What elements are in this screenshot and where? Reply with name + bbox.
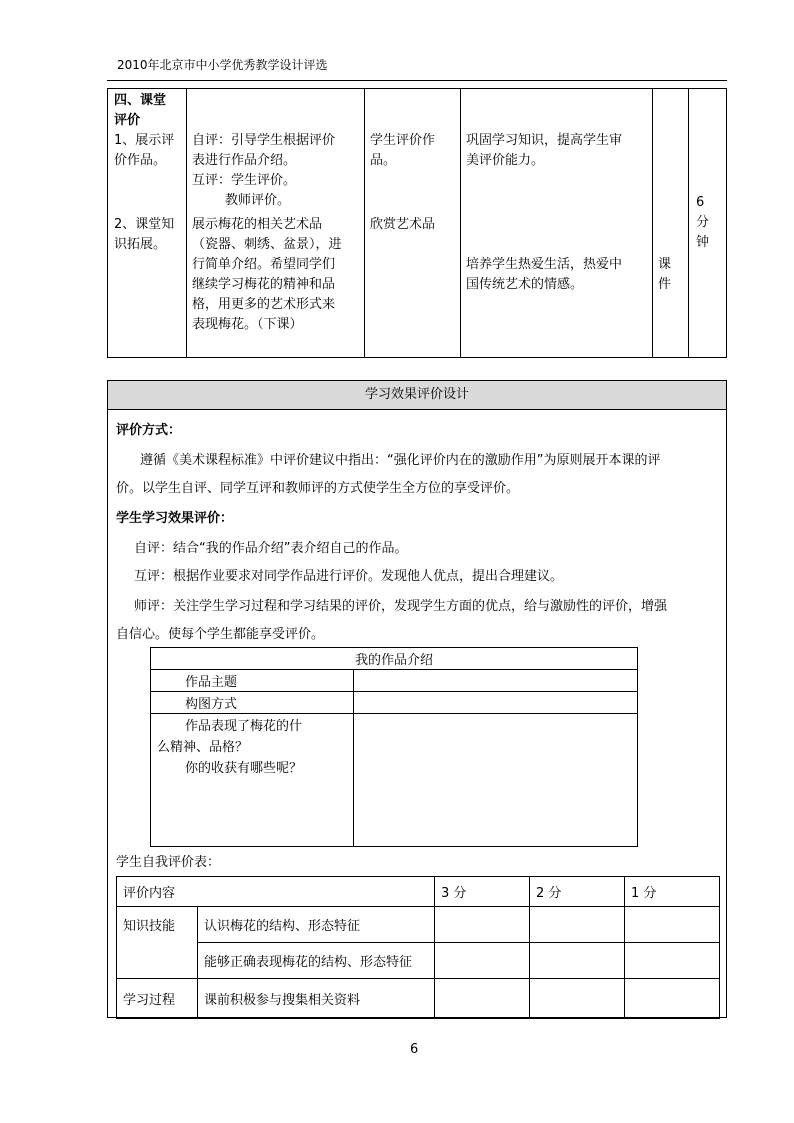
header-rule <box>107 80 727 81</box>
spirit-question-line2: 么精神、品格？ <box>157 740 249 755</box>
score2-header: 2 分 <box>530 877 625 907</box>
work-theme-value[interactable] <box>354 670 638 692</box>
self-eval-text: 自评：结合“我的作品介绍”表介绍自己的作品。 <box>134 541 408 556</box>
group-knowledge: 知识技能 <box>117 907 198 979</box>
composition-value[interactable] <box>354 692 638 714</box>
item1-goal: 巩固学习知识，提高学生审 美评价能力。 <box>466 133 623 168</box>
item2-teacher: 展示梅花的相关艺术品 （瓷器、刺绣、盆景），进 行简单介绍。希望同学们 继续学习梅花的精神和品 格，用更多的艺术形式来 表现梅花。（下课） <box>192 217 342 332</box>
item1-student: 学生评价作 品。 <box>370 133 436 168</box>
student-eval-title: 学生学习效果评价： <box>116 511 234 526</box>
cell-r2-s3[interactable] <box>435 943 530 979</box>
item-express-structure: 能够正确表现梅花的结构、形态特征 <box>198 943 435 979</box>
composition-label: 构图方式 <box>151 692 354 714</box>
work-intro-table <box>150 647 638 847</box>
item2-goal: 培养学生热爱生活，热爱中 国传统艺术的情感。 <box>466 257 623 292</box>
cell-r2-s1[interactable] <box>625 943 720 979</box>
media-cell: 课 件 <box>658 257 672 292</box>
method-text-1: 遵循《美术课程标准》中评价建议中指出：“强化评价内在的激励作用”为原则展开本课的评 <box>140 453 661 468</box>
gain-question: 你的收获有哪些呢？ <box>185 761 303 776</box>
method-text-2: 价。以学生自评、同学互评和教师评的方式使学生全方位的享受评价。 <box>116 481 520 496</box>
cell-r2-s2[interactable] <box>530 943 625 979</box>
item2-label: 2、课堂知 识拓展。 <box>114 217 175 252</box>
peer-eval-text: 互评：根据作业要求对同学作品进行评价。发现他人优点，提出合理建议。 <box>134 569 564 584</box>
page-header: 2010年北京市中小学优秀教学设计评选 <box>117 58 328 72</box>
lesson-table <box>107 88 727 358</box>
score3-header: 3 分 <box>435 877 530 907</box>
cell-r1-s3[interactable] <box>435 907 530 943</box>
work-theme-label: 作品主题 <box>151 670 354 692</box>
evaluation-header: 学习效果评价设计 <box>108 381 726 410</box>
content-header: 评价内容 <box>117 877 435 907</box>
teacher-eval-text-1: 师评：关注学生学习过程和学习结果的评价，发现学生方面的优点，给与激励性的评价，增强 <box>134 599 668 614</box>
spirit-answer-cell[interactable] <box>354 714 638 847</box>
cell-r3-s2[interactable] <box>530 979 625 1019</box>
score1-header: 1 分 <box>625 877 720 907</box>
col-goal <box>460 89 653 357</box>
cell-r3-s3[interactable] <box>435 979 530 1019</box>
item2-student: 欣赏艺术品 <box>370 217 436 232</box>
method-title: 评价方式： <box>116 423 182 438</box>
work-intro-title: 我的作品介绍 <box>151 648 638 670</box>
cell-r1-s2[interactable] <box>530 907 625 943</box>
item-collect-materials: 课前积极参与搜集相关资料 <box>198 979 435 1019</box>
cell-r1-s1[interactable] <box>625 907 720 943</box>
col-media <box>652 89 689 357</box>
self-eval-table <box>116 876 720 1019</box>
spirit-question-cell <box>151 714 354 847</box>
lesson-section-title: 四、课堂 评价 <box>114 93 167 128</box>
cell-r3-s1[interactable] <box>625 979 720 1019</box>
item-recognize-structure: 认识梅花的结构、形态特征 <box>198 907 435 943</box>
spirit-question-line1: 作品表现了梅花的什 <box>185 719 303 734</box>
page-number: 6 <box>410 1042 419 1057</box>
item1-label: 1、展示评 价作品。 <box>114 133 175 168</box>
time-cell: 6 分 钟 <box>696 195 710 250</box>
item1-teacher: 自评：引导学生根据评价 表进行作品介绍。 互评：学生评价。 教师评价。 <box>192 133 336 208</box>
self-table-title: 学生自我评价表： <box>116 855 221 870</box>
evaluation-section <box>107 380 727 1018</box>
group-process: 学习过程 <box>117 979 198 1019</box>
teacher-eval-text-2: 自信心。使每个学生都能享受评价。 <box>116 627 325 642</box>
